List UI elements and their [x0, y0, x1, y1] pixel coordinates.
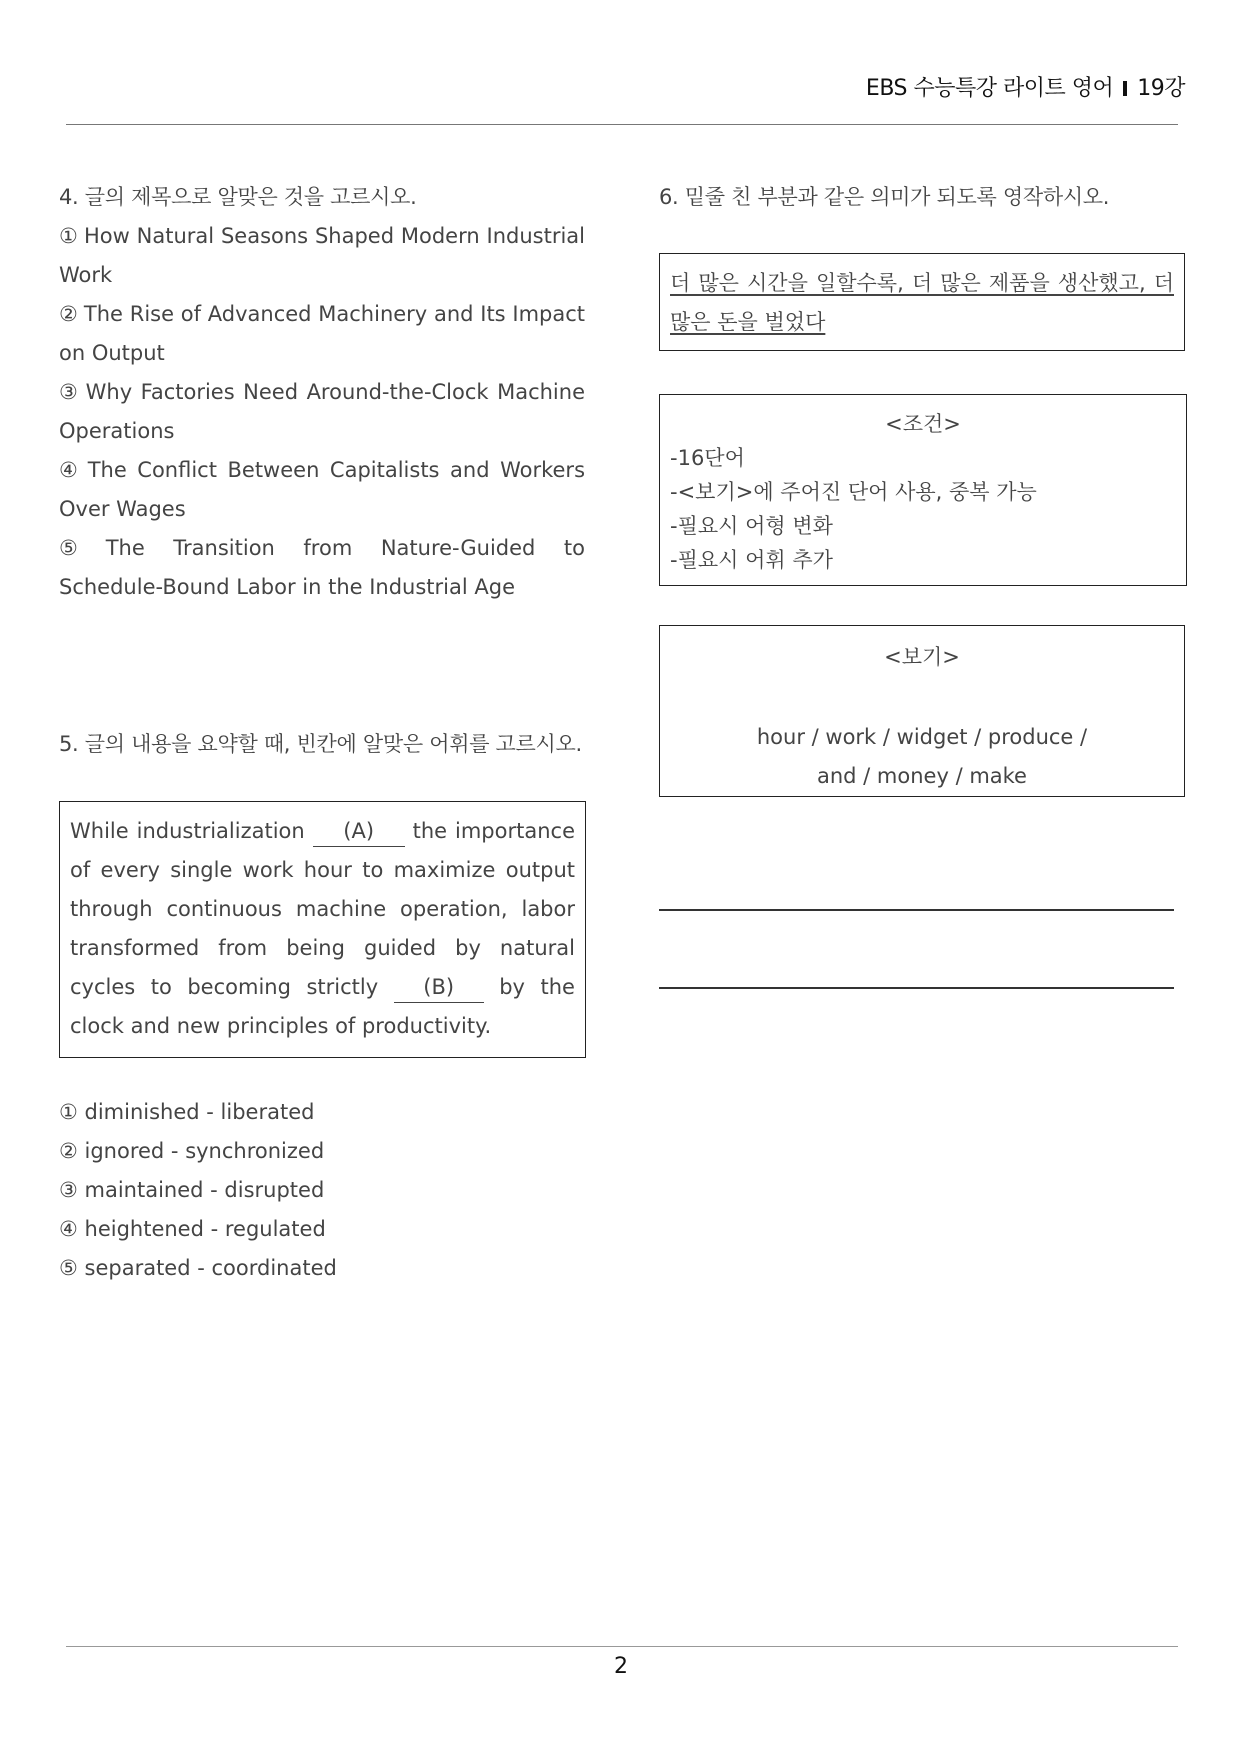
header-title: EBS 수능특강 라이트 영어 — [865, 76, 1114, 101]
page-header — [866, 71, 1185, 102]
page-number: 2 — [614, 1654, 628, 1679]
header-separator — [1123, 81, 1127, 96]
option-number: ① — [59, 224, 78, 248]
q4-option-4[interactable] — [59, 451, 585, 529]
option-text: Why Factories Need Around-the-Clock Machine Operations — [59, 380, 585, 443]
q4-option-2[interactable] — [59, 295, 585, 373]
option-text: maintained - disrupted — [84, 1178, 325, 1202]
condition-item: -필요시 어형 변화 — [670, 514, 833, 538]
q5-option-4[interactable] — [59, 1210, 337, 1249]
q5-option-2[interactable] — [59, 1132, 337, 1171]
option-number: ③ — [59, 1178, 78, 1202]
word-bank-line-2: and / money / make — [817, 764, 1027, 788]
word-bank-words — [660, 718, 1184, 796]
q5-options — [59, 1093, 337, 1288]
q5-title: 5. 글의 내용을 요약할 때, 빈칸에 알맞은 어휘를 고르시오. — [59, 732, 582, 756]
option-text: separated - coordinated — [84, 1256, 337, 1280]
header-lesson: 19강 — [1137, 76, 1185, 101]
footer-rule — [66, 1646, 1178, 1647]
conditions-box — [659, 394, 1187, 586]
condition-item: -<보기>에 주어진 단어 사용, 중복 가능 — [670, 480, 1037, 504]
option-number: ⑤ — [59, 1256, 78, 1280]
question-4 — [59, 178, 585, 607]
summary-box — [59, 801, 586, 1058]
q4-option-3[interactable] — [59, 373, 585, 451]
korean-sentence-box — [659, 253, 1185, 351]
right-column — [659, 178, 1186, 788]
summary-text-3: by the clock and new principles of productivity. — [70, 975, 575, 1038]
option-number: ② — [59, 302, 78, 326]
q5-option-5[interactable] — [59, 1249, 337, 1288]
option-number: ① — [59, 1100, 78, 1124]
blank-b: (B) — [394, 972, 484, 1003]
q4-option-5[interactable] — [59, 529, 585, 607]
option-text: diminished - liberated — [84, 1100, 315, 1124]
option-number: ④ — [59, 1217, 78, 1241]
korean-sentence: 더 많은 시간을 일할수록, 더 많은 제품을 생산했고, 더 많은 돈을 벌었다 — [670, 271, 1174, 334]
option-number: ③ — [59, 380, 80, 404]
q5-option-3[interactable] — [59, 1171, 337, 1210]
condition-item: -16단어 — [670, 446, 745, 470]
answer-line-1[interactable] — [659, 909, 1174, 911]
conditions-title: <조건> — [885, 412, 961, 436]
left-column — [59, 178, 586, 1280]
answer-line-2[interactable] — [659, 987, 1174, 989]
word-bank-box — [659, 625, 1185, 797]
header-rule — [66, 124, 1178, 125]
q5-option-1[interactable] — [59, 1093, 337, 1132]
q4-title: 4. 글의 제목으로 알맞은 것을 고르시오. — [59, 185, 417, 209]
summary-text-2: the importance of every single work hour to maximize output through continuous machine operation, labor transformed from being guided by natural cycles to becoming strictly — [70, 819, 575, 999]
option-text: The Conflict Between Capitalists and Workers Over Wages — [59, 458, 586, 521]
question-5 — [59, 725, 582, 764]
word-bank-title: <보기> — [884, 645, 960, 669]
q4-option-1[interactable] — [59, 217, 585, 295]
option-text: The Transition from Nature-Guided to Schedule-Bound Labor in the Industrial Age — [59, 536, 586, 599]
option-text: heightened - regulated — [84, 1217, 326, 1241]
option-number: ④ — [59, 458, 82, 482]
option-text: The Rise of Advanced Machinery and Its Impact on Output — [59, 302, 586, 365]
q6-title: 6. 밑줄 친 부분과 같은 의미가 되도록 영작하시오. — [659, 185, 1110, 209]
blank-a: (A) — [313, 816, 405, 847]
option-text: How Natural Seasons Shaped Modern Industrial Work — [59, 224, 585, 287]
option-number: ⑤ — [59, 536, 100, 560]
summary-text-1: While industrialization — [70, 819, 305, 843]
option-text: ignored - synchronized — [84, 1139, 325, 1163]
option-number: ② — [59, 1139, 78, 1163]
condition-item: -필요시 어휘 추가 — [670, 548, 833, 572]
word-bank-line-1: hour / work / widget / produce / — [756, 725, 1088, 749]
